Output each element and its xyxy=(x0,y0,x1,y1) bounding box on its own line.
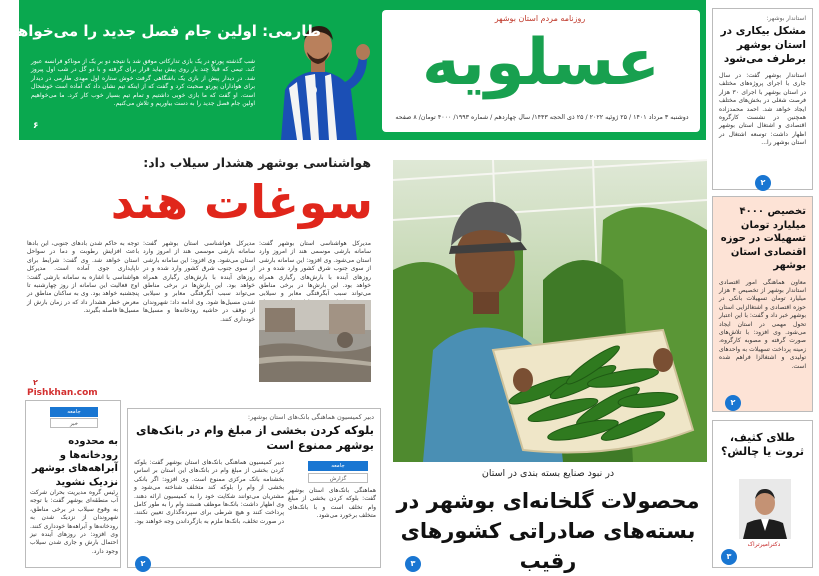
greenhouse-page-badge: ۳ xyxy=(405,556,421,572)
author-photo xyxy=(739,479,791,539)
weather-headline: سوغات هند xyxy=(110,175,373,229)
story-headline: طلای کثیف، ثروت یا چالش؟ xyxy=(721,431,804,458)
weather-kicker: هواشناسی بوشهر هشدار سیلاب داد: xyxy=(143,155,371,170)
right-column xyxy=(712,8,813,568)
page-badge: ۳ xyxy=(721,549,737,565)
flood-photo xyxy=(259,300,371,382)
facilities-story xyxy=(712,196,813,412)
sport-headline: طارمی: اولین جام فصل جدید را می‌خواهیم xyxy=(0,22,321,40)
sport-page-number: ۶ xyxy=(33,121,39,131)
greenhouse-headline: محصولات گلخانه‌ای بوشهر در بسته‌های صادراتی کشورهای رقیب xyxy=(396,489,700,573)
section-label: جامعه xyxy=(50,407,98,417)
issue-line: دوشنبه ۳ مرداد ۱۴۰۱ / ۲۵ ژوئیه ۲۰۲۲ / ۲۵ ذی الحجه ۱۴۴۳/ سال چهاردهم / شماره ۱۹۹۳/ ۴۰۰۰ تومان/ ۸ صفحه xyxy=(395,114,689,121)
greenhouse-kicker: در نبود صنایع بسته بندی در استان xyxy=(481,468,615,479)
watermark: Pishkhan.com xyxy=(27,388,98,398)
weather-text-left: توجه به حاکم شدن بادهای جنوبی، این بادها باعث افزایش رطوبت و دما در سواحل استان خواهد شد. وی گفت: شرایط برای ناپایداری جوی آماده است. مدیرکل هواشناسی با اشاره به سامانه بارشی گفت: اوج فعالیت این سامانه از روز چهارشنبه تا پنجشنبه خواهد بود. وی به ساکنان مناطق در معرض خطر هشدار داد که در زمان بارش از مسیل‌ها فاصله بگیرند. xyxy=(27,240,139,315)
story-text: استاندار بوشهر گفت: در سال جاری با اجرای پروژه‌های مختلف در استان بوشهر با اجرای ۳۰ هزار فرصت شغلی در بخش‌های مختلف ایجاد خواهد شد. احمد محمدزاده همچنین در نشست کارگروه اقتصادی و اشتغال استان بوشهر اظهار داشت: توسعه اشتغال در استان بوشهر را... xyxy=(719,72,807,147)
section-label: جامعه xyxy=(308,461,368,471)
weather-text-middle: مدیرکل هواشناسی استان بوشهر گفت: سامانه بارشی موسمی هند از امروز وارد استان می‌شود. وی افزود: این سامانه بارشی از سوی جنوب شرق کشور وارد شده و در روزهای آینده با بارش‌های رگباری همراه خواهد بود. این بارش‌ها در برخی مناطق می‌تواند سبب آبگرفتگی معابر و سیلابی شدن مسیل‌ها شود. وی ادامه داد: شهروندان از توقف در حاشیه رودخانه‌ها و مسیل‌ها خودداری کنند. xyxy=(143,240,255,323)
bank-kicker: دبیر کمیسیون هماهنگی بانک‌های استان بوشهر: xyxy=(247,413,374,421)
page-badge: ۲ xyxy=(725,395,741,411)
sport-text: شب گذشته پورتو در یک بازی تدارکاتی موفق شد با نتیجه دو بر یک از موناکو فرانسه عبور کند. تیمی که قبلاً چند بار روی پیش بیاید قرار برای گرفته و با دو گل در شب اول پیروز شد. در دیدار پیش از بازی یک باشگاهی گرفت خوش ستاره اول مهدی طارمی در دیدار برای هواداران پورتو صحبت کرد و گفت که از اینکه تیم نشان داد که آماده است خوشحال است. او گفت که ما بازی خوبی داشتیم و تمام تیم بسیار خوب کار کرد. ما می‌خواهیم اولین جام فصل جدید را به دست بیاوریم و تلاش می‌کنیم. xyxy=(31,58,255,108)
story-headline: مشکل بیکاری در استان بوشهر برطرف می‌شود xyxy=(720,25,806,65)
weather-page-number: ۲ xyxy=(33,378,38,387)
masthead xyxy=(382,10,700,132)
top-banner xyxy=(0,0,706,140)
bank-text-right: هماهنگی بانک‌های استان بوشهر گفت: بلوکه کردن بخشی از مبلغ وام تخلف است و با بانک‌های متخلف برخورد می‌شود. xyxy=(288,487,376,520)
story-kicker: استاندار بوشهر: xyxy=(766,15,806,22)
bank-headline: بلوکه کردن بخشی از مبلغ وام در بانک‌های بوشهر ممنوع است xyxy=(136,423,374,452)
story-headline: تخصیص ۴۰۰۰ میلیارد تومان تسهیلات در حوزه اقتصادی استان بوشهر xyxy=(720,206,806,271)
type-label: گزارش xyxy=(308,473,368,483)
opinion-story xyxy=(712,420,813,568)
type-label: خبر xyxy=(50,418,98,428)
greenhouse-photo xyxy=(393,160,707,462)
river-story xyxy=(25,400,121,568)
bank-text: دبیر کمیسیون هماهنگی بانک‌های استان بوشهر گفت: بلوکه کردن بخشی از مبلغ وام در بانک‌های این استان بر اساس بخشنامه بانک مرکزی ممنوع است. وی افزود: اگر بانکی بخشی از وام را بلوکه کند متخلف شناخته می‌شود و مشتریان می‌توانند شکایت خود را به کمیسیون ارائه دهند. وی اظهار داشت: بانک‌ها موظف هستند وام را به طور کامل پرداخت کنند و هیچ شرطی برای سپرده‌گذاری تعیین نکنند. در صورت تخلف، بانک‌ها ملزم به بازگرداندن وجه خواهند بود. xyxy=(134,459,284,525)
page-badge: ۲ xyxy=(755,175,771,191)
masthead-logo: عسلویه xyxy=(422,26,660,100)
bank-page-badge: ۲ xyxy=(135,556,151,572)
author-name: دکترامیرتراک xyxy=(747,541,781,548)
river-text: رئیس گروه مدیریت بحران شرکت آب منطقه‌ای بوشهر گفت: با توجه به وقوع سیلاب در برخی مناطق، شهروندان از نزدیک شدن به رودخانه‌ها و آبراهه‌ها خودداری کنند. وی افزود: در روزهای آینده نیز احتمال بارش و جاری شدن سیلاب وجود دارد. xyxy=(30,489,118,555)
weather-text-right: مدیرکل هواشناسی استان بوشهر گفت: سامانه بارشی موسمی هند از امروز وارد استان می‌شود. وی افزود: این سامانه بارشی از سوی جنوب شرق کشور وارد شده و در روزهای آینده با بارش‌های رگباری همراه خواهد بود. این بارش‌ها در برخی مناطق می‌تواند سبب آبگرفتگی معابر و سیلابی xyxy=(259,240,371,298)
bank-story xyxy=(127,408,381,568)
masthead-subtitle: روزنامه مردم استان بوشهر xyxy=(494,14,586,23)
story-text: معاون هماهنگی امور اقتصادی استاندار بوشهر از تخصیص ۴ هزار میلیارد تومان تسهیلات بانکی در حوزه اقتصادی و اشتغالزایی استان بوشهر خبر داد و گفت: با این اعتبار تحول مهمی در استان ایجاد می‌شود. وی افزود: با تلاش‌های صورت گرفته و مصوبه کارگروه، زمینه پرداخت تسهیلات به واحدهای تولیدی و اشتغالزا فراهم شده است. xyxy=(719,278,806,370)
unemployment-story xyxy=(712,8,813,190)
river-headline: به محدوده رودخانه‌ها و آبراهه‌های بوشهر نزدیک نشوید xyxy=(32,436,118,488)
